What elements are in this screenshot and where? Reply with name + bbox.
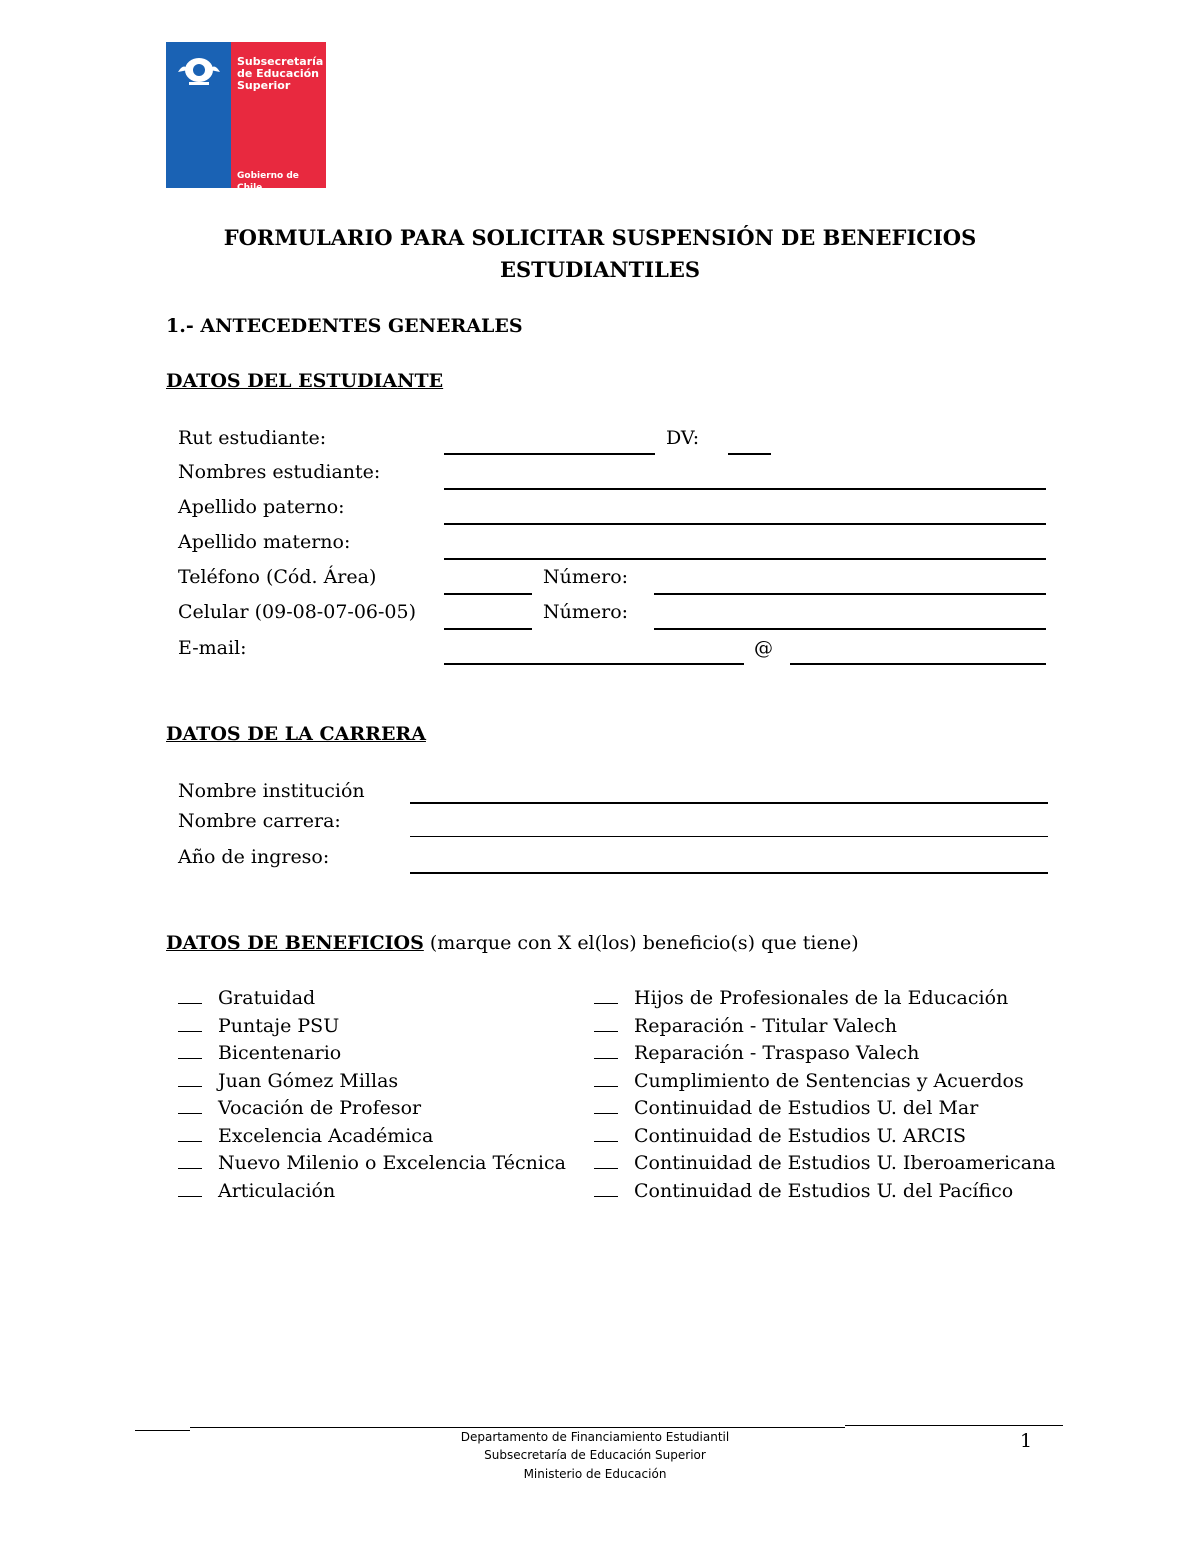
benefit-checkbox-blank[interactable] <box>594 987 618 1004</box>
footer-department: Departamento de Financiamiento Estudiantil <box>460 1430 730 1444</box>
career-name-field[interactable] <box>410 836 1048 837</box>
admission-year-label: Año de ingreso: <box>178 846 330 868</box>
benefits-heading: DATOS DE BENEFICIOS <box>166 932 424 954</box>
email-at-sign: @ <box>754 637 773 659</box>
benefit-label: Cumplimiento de Sentencias y Acuerdos <box>634 1069 1024 1092</box>
coat-of-arms-icon <box>174 52 224 88</box>
logo-text-line2: de Educación <box>237 67 320 80</box>
logo-text-line1: Subsecretaría <box>237 55 324 68</box>
benefit-item <box>594 1070 1056 1098</box>
benefit-label: Continuidad de Estudios U. del Mar <box>634 1097 979 1119</box>
benefit-checkbox-blank[interactable] <box>178 1070 202 1087</box>
names-label: Nombres estudiante: <box>178 461 381 483</box>
benefit-label: Excelencia Académica <box>218 1124 434 1147</box>
footer-rule-right <box>845 1425 1063 1426</box>
benefit-label: Reparación - Traspaso Valech <box>634 1042 920 1064</box>
benefits-heading-row <box>166 932 859 954</box>
benefit-item <box>178 1125 566 1153</box>
benefits-left-column <box>178 987 566 1207</box>
footer-subsecretariat: Subsecretaría de Educación Superior <box>484 1448 706 1462</box>
footer-rule-left <box>135 1430 190 1431</box>
benefit-checkbox-blank[interactable] <box>178 1097 202 1114</box>
benefit-label: Gratuidad <box>218 987 316 1009</box>
benefit-label: Continuidad de Estudios U. del Pacífico <box>634 1179 1014 1202</box>
maternal-surname-label: Apellido materno: <box>178 531 351 553</box>
benefit-checkbox-blank[interactable] <box>594 1152 618 1169</box>
benefit-checkbox-blank[interactable] <box>594 1042 618 1059</box>
cellphone-number-label: Número: <box>543 601 629 623</box>
benefit-item <box>178 1070 566 1098</box>
institution-field[interactable] <box>410 802 1048 804</box>
benefit-item <box>594 1180 1056 1208</box>
dv-field[interactable] <box>728 453 771 455</box>
cellphone-number-field[interactable] <box>654 628 1046 630</box>
section-heading: 1.- ANTECEDENTES GENERALES <box>166 315 523 337</box>
benefit-label: Articulación <box>218 1179 336 1202</box>
benefit-label: Continuidad de Estudios U. ARCIS <box>634 1124 967 1147</box>
phone-number-field[interactable] <box>654 593 1046 595</box>
phone-area-label: Teléfono (Cód. Área) <box>178 566 377 588</box>
benefit-checkbox-blank[interactable] <box>178 1042 202 1059</box>
rut-field[interactable] <box>444 453 655 455</box>
cellphone-label: Celular (09-08-07-06-05) <box>178 601 417 623</box>
phone-number-label: Número: <box>543 566 629 588</box>
benefit-item <box>178 1015 566 1043</box>
benefit-item <box>594 1152 1056 1180</box>
cellphone-prefix-field[interactable] <box>444 628 532 630</box>
benefit-item <box>594 987 1056 1015</box>
rut-label: Rut estudiante: <box>178 427 327 449</box>
footer-rule-center <box>190 1427 845 1428</box>
benefit-checkbox-blank[interactable] <box>178 1180 202 1197</box>
career-data-heading: DATOS DE LA CARRERA <box>166 723 426 745</box>
benefit-label: Bicentenario <box>218 1042 342 1064</box>
benefit-label: Continuidad de Estudios U. Iberoamericana <box>634 1152 1056 1174</box>
email-domain-field[interactable] <box>790 663 1046 665</box>
benefit-label: Hijos de Profesionales de la Educación <box>634 987 1009 1009</box>
footer-ministry: Ministerio de Educación <box>523 1467 667 1481</box>
paternal-surname-label: Apellido paterno: <box>178 496 345 518</box>
benefit-item <box>178 987 566 1015</box>
admission-year-field[interactable] <box>410 872 1048 874</box>
phone-area-field[interactable] <box>444 593 532 595</box>
names-field[interactable] <box>444 488 1046 490</box>
benefit-checkbox-blank[interactable] <box>594 1180 618 1197</box>
institution-label: Nombre institución <box>178 780 365 802</box>
email-label: E-mail: <box>178 637 247 659</box>
form-title-line2: ESTUDIANTILES <box>499 257 701 282</box>
ministry-logo <box>166 42 326 193</box>
benefit-item <box>594 1097 1056 1125</box>
maternal-surname-field[interactable] <box>444 558 1046 560</box>
paternal-surname-field[interactable] <box>444 523 1046 525</box>
student-data-heading: DATOS DEL ESTUDIANTE <box>166 370 444 392</box>
dv-label: DV: <box>666 427 700 449</box>
benefit-checkbox-blank[interactable] <box>178 1125 202 1142</box>
benefit-checkbox-blank[interactable] <box>594 1125 618 1142</box>
benefit-item <box>594 1015 1056 1043</box>
benefit-checkbox-blank[interactable] <box>178 987 202 1004</box>
benefit-item <box>178 1042 566 1070</box>
email-user-field[interactable] <box>444 663 744 665</box>
benefit-label: Vocación de Profesor <box>218 1097 422 1119</box>
benefit-checkbox-blank[interactable] <box>178 1015 202 1032</box>
benefit-checkbox-blank[interactable] <box>594 1070 618 1087</box>
benefits-instruction: (marque con X el(los) beneficio(s) que tiene) <box>423 932 859 954</box>
benefit-item <box>178 1180 566 1208</box>
benefit-label: Reparación - Titular Valech <box>634 1014 897 1037</box>
logo-government-text: Gobierno de Chile <box>237 171 299 193</box>
career-name-label: Nombre carrera: <box>178 810 341 832</box>
benefit-checkbox-blank[interactable] <box>594 1097 618 1114</box>
benefit-item <box>594 1042 1056 1070</box>
logo-text-line3: Superior <box>237 79 291 92</box>
form-title-line1: FORMULARIO PARA SOLICITAR SUSPENSIÓN DE BENEFICIOS <box>223 225 977 250</box>
benefit-item <box>594 1125 1056 1153</box>
page-number: 1 <box>1020 1430 1033 1452</box>
benefit-checkbox-blank[interactable] <box>594 1015 618 1032</box>
benefit-label: Juan Gómez Millas <box>218 1069 399 1092</box>
benefit-item <box>178 1097 566 1125</box>
benefit-item <box>178 1152 566 1180</box>
benefits-right-column <box>594 987 1056 1207</box>
benefit-label: Puntaje PSU <box>218 1014 340 1037</box>
benefit-checkbox-blank[interactable] <box>178 1152 202 1169</box>
benefit-label: Nuevo Milenio o Excelencia Técnica <box>218 1152 566 1174</box>
